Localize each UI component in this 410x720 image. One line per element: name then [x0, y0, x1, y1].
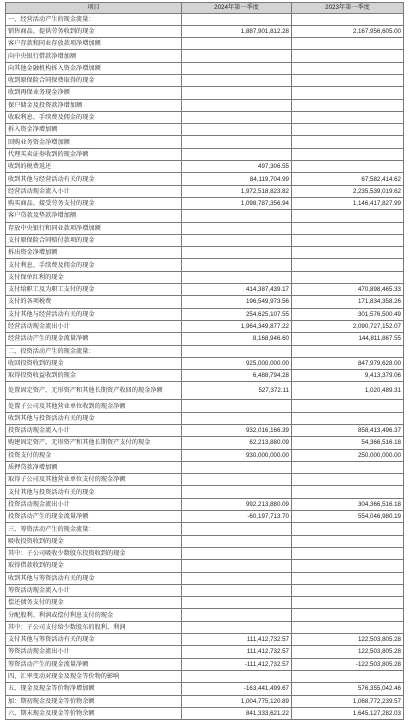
row-label: 其中：子公司支付给少数股东的股利、利润 — [6, 621, 182, 633]
table-row — [6, 259, 404, 271]
table-row — [6, 425, 404, 437]
row-value-current: 497,306.55 — [182, 161, 292, 173]
row-value-current — [182, 547, 292, 559]
row-value-current: 1,964,349,877.22 — [182, 320, 292, 332]
row-label: 支付其他与经营活动有关的现金 — [6, 308, 182, 320]
row-label: 处置固定资产、无形资产和其他长期资产收回的现金净额 — [6, 382, 182, 400]
row-value-prior — [292, 400, 404, 412]
row-label: 保户储金及投资款净增加额 — [6, 99, 182, 111]
row-value-prior — [292, 474, 404, 486]
row-value-prior: 304,366,516.18 — [292, 498, 404, 510]
row-label: 投资活动现金流入小计 — [6, 425, 182, 437]
table-row — [6, 449, 404, 461]
row-label: 取得借款收到的现金 — [6, 560, 182, 572]
row-value-prior — [292, 345, 404, 357]
table-row — [6, 547, 404, 559]
row-value-prior — [292, 621, 404, 633]
table-row — [6, 62, 404, 74]
row-label: 销售商品、提供劳务收到的现金 — [6, 25, 182, 37]
row-value-current — [182, 87, 292, 99]
row-value-current — [182, 38, 292, 50]
row-value-prior: 470,898,465.33 — [292, 284, 404, 296]
row-label: 偿还债务支付的现金 — [6, 597, 182, 609]
row-value-prior — [292, 609, 404, 621]
row-value-current — [182, 609, 292, 621]
row-value-prior — [292, 87, 404, 99]
table-row — [6, 511, 404, 523]
row-value-current: 1,887,901,812.28 — [182, 25, 292, 37]
table-row — [6, 38, 404, 50]
row-label: 一、经营活动产生的现金流量： — [6, 13, 182, 25]
table-row — [6, 357, 404, 369]
table-row — [6, 74, 404, 86]
table-row — [6, 621, 404, 633]
row-label: 六、期末现金及现金等价物余额 — [6, 707, 182, 719]
row-value-prior — [292, 13, 404, 25]
row-value-prior: 301,576,500.49 — [292, 308, 404, 320]
table-row — [6, 437, 404, 449]
row-value-current — [182, 222, 292, 234]
row-value-current — [182, 523, 292, 535]
row-value-current: -111,412,732.57 — [182, 658, 292, 670]
row-label: 向其他金融机构拆入资金净增加额 — [6, 62, 182, 74]
table-body — [6, 13, 404, 720]
row-value-current — [182, 345, 292, 357]
row-value-prior — [292, 234, 404, 246]
row-value-current — [182, 584, 292, 596]
table-row — [6, 370, 404, 382]
row-value-current: 1,004,775,120.89 — [182, 695, 292, 707]
table-row — [6, 13, 404, 25]
row-value-prior — [292, 38, 404, 50]
table-row — [6, 161, 404, 173]
row-label: 三、筹资活动产生的现金流量： — [6, 523, 182, 535]
table-row — [6, 707, 404, 719]
row-value-prior: 554,046,980.19 — [292, 511, 404, 523]
row-value-current: 930,000,000.00 — [182, 449, 292, 461]
table-row — [6, 197, 404, 209]
row-value-prior: 250,000,000.00 — [292, 449, 404, 461]
row-value-prior — [292, 670, 404, 682]
row-label: 支付其他与投资活动有关的现金 — [6, 486, 182, 498]
row-label: 吸收投资收到的现金 — [6, 535, 182, 547]
row-value-current — [182, 50, 292, 62]
table-row — [6, 486, 404, 498]
row-label: 经营活动现金流入小计 — [6, 185, 182, 197]
row-value-current — [182, 597, 292, 609]
row-value-prior — [292, 247, 404, 259]
row-value-current — [182, 271, 292, 283]
table-row — [6, 474, 404, 486]
cash-flow-table — [5, 2, 404, 720]
row-label: 分配股利、利润或偿付利息支付的现金 — [6, 609, 182, 621]
row-label: 代理买卖证券收到的现金净额 — [6, 148, 182, 160]
table-row — [6, 695, 404, 707]
row-value-prior — [292, 50, 404, 62]
row-label: 处置子公司及其他营业单位收到的现金净额 — [6, 400, 182, 412]
table-row — [6, 400, 404, 412]
row-value-prior — [292, 271, 404, 283]
table-row — [6, 136, 404, 148]
row-label: 取得投资收益收到的现金 — [6, 370, 182, 382]
row-label: 客户贷款及垫款净增加额 — [6, 210, 182, 222]
row-label: 支付的各项税费 — [6, 296, 182, 308]
row-value-prior — [292, 547, 404, 559]
row-label: 投资活动现金流出小计 — [6, 498, 182, 510]
row-label: 客户存款和同业存放款项净增加额 — [6, 38, 182, 50]
row-label: 支付其他与筹资活动有关的现金 — [6, 634, 182, 646]
header-row — [6, 3, 404, 14]
row-label: 支付给职工及为职工支付的现金 — [6, 284, 182, 296]
row-value-prior — [292, 222, 404, 234]
row-label: 四、汇率变动对现金及现金等价物的影响 — [6, 670, 182, 682]
row-value-current — [182, 62, 292, 74]
table-row — [6, 222, 404, 234]
row-value-prior: -122,503,805.28 — [292, 658, 404, 670]
row-value-prior — [292, 259, 404, 271]
row-value-current: 414,387,439.17 — [182, 284, 292, 296]
row-value-prior — [292, 412, 404, 424]
row-label: 五、现金及现金等价物净增加额 — [6, 683, 182, 695]
table-row — [6, 584, 404, 596]
row-label: 质押贷款净增加额 — [6, 461, 182, 473]
table-row — [6, 296, 404, 308]
row-label: 收取利息、手续费及佣金的现金 — [6, 111, 182, 123]
table-row — [6, 247, 404, 259]
row-value-current: 62,213,880.09 — [182, 437, 292, 449]
row-value-prior — [292, 597, 404, 609]
row-value-current — [182, 535, 292, 547]
table-row — [6, 111, 404, 123]
table-row — [6, 148, 404, 160]
row-value-prior: 2,235,539,019.62 — [292, 185, 404, 197]
row-label: 回购业务资金净增加额 — [6, 136, 182, 148]
row-value-current — [182, 461, 292, 473]
row-value-prior: 1,020,489.31 — [292, 382, 404, 400]
row-value-prior — [292, 161, 404, 173]
row-value-prior: 2,090,727,152.07 — [292, 320, 404, 332]
row-label: 存放中央银行和同业款项净增加额 — [6, 222, 182, 234]
table-row — [6, 646, 404, 658]
row-value-current — [182, 259, 292, 271]
row-label: 收到原保险合同保费取得的现金 — [6, 74, 182, 86]
row-value-prior: 858,413,496.37 — [292, 425, 404, 437]
table-row — [6, 345, 404, 357]
table-row — [6, 271, 404, 283]
row-value-prior: 9,413,379.06 — [292, 370, 404, 382]
row-value-current — [182, 412, 292, 424]
table-header — [6, 3, 404, 14]
row-value-prior — [292, 210, 404, 222]
row-label: 购买商品、接受劳务支付的现金 — [6, 197, 182, 209]
row-label: 经营活动现金流出小计 — [6, 320, 182, 332]
row-value-current: 196,549,973.56 — [182, 296, 292, 308]
row-value-prior: 67,582,414.62 — [292, 173, 404, 185]
row-label: 收到的税费返还 — [6, 161, 182, 173]
table-row — [6, 412, 404, 424]
table-row — [6, 572, 404, 584]
row-label: 支付利息、手续费及佣金的现金 — [6, 259, 182, 271]
table-row — [6, 498, 404, 510]
row-value-prior: 1,645,127,282.03 — [292, 707, 404, 719]
row-label: 经营活动产生的现金流量净额 — [6, 333, 182, 345]
table-row — [6, 87, 404, 99]
row-value-current: 841,333,621.22 — [182, 707, 292, 719]
row-label: 收到其他与投资活动有关的现金 — [6, 412, 182, 424]
row-value-current: 8,168,946.60 — [182, 333, 292, 345]
row-label: 支付原保险合同赔付款项的现金 — [6, 234, 182, 246]
row-value-prior — [292, 74, 404, 86]
table-row — [6, 320, 404, 332]
row-value-prior: 2,167,956,605.00 — [292, 25, 404, 37]
row-label: 收到其他与筹资活动有关的现金 — [6, 572, 182, 584]
table-row — [6, 25, 404, 37]
row-value-current: 1,098,787,356.94 — [182, 197, 292, 209]
row-label: 购建固定资产、无形资产和其他长期资产支付的现金 — [6, 437, 182, 449]
row-value-prior: 847,979,628.00 — [292, 357, 404, 369]
table-row — [6, 173, 404, 185]
row-value-current — [182, 486, 292, 498]
row-label: 筹资活动现金流出小计 — [6, 646, 182, 658]
row-value-current — [182, 13, 292, 25]
row-label: 收到其他与经营活动有关的现金 — [6, 173, 182, 185]
row-value-current: 527,372.11 — [182, 382, 292, 400]
row-value-current: -163,441,499.67 — [182, 683, 292, 695]
table-row — [6, 284, 404, 296]
row-value-current — [182, 124, 292, 136]
row-label: 向中央银行借款净增加额 — [6, 50, 182, 62]
table-row — [6, 560, 404, 572]
row-value-current: 254,625,107.55 — [182, 308, 292, 320]
row-value-current — [182, 670, 292, 682]
row-value-current — [182, 111, 292, 123]
row-value-current: 111,412,732.57 — [182, 646, 292, 658]
row-value-current — [182, 400, 292, 412]
table-row — [6, 185, 404, 197]
row-label: 加：期初现金及现金等价物余额 — [6, 695, 182, 707]
row-value-current — [182, 99, 292, 111]
row-value-current — [182, 247, 292, 259]
row-value-current: 992,213,880.09 — [182, 498, 292, 510]
row-value-prior: 144,811,867.55 — [292, 333, 404, 345]
header-item: 项目 — [6, 3, 182, 14]
row-label: 收到再保业务现金净额 — [6, 87, 182, 99]
row-value-current — [182, 234, 292, 246]
row-value-prior: 54,366,516.18 — [292, 437, 404, 449]
row-label: 筹资活动产生的现金流量净额 — [6, 658, 182, 670]
row-value-current: 925,000,000.00 — [182, 357, 292, 369]
table-row — [6, 308, 404, 320]
row-value-prior — [292, 124, 404, 136]
row-value-current: -60,197,713.70 — [182, 511, 292, 523]
row-label: 拆出资金净增加额 — [6, 247, 182, 259]
row-value-prior — [292, 461, 404, 473]
table-row — [6, 523, 404, 535]
row-value-current — [182, 210, 292, 222]
table-row — [6, 382, 404, 400]
table-row — [6, 333, 404, 345]
row-label: 二、投资活动产生的现金流量： — [6, 345, 182, 357]
row-value-prior — [292, 111, 404, 123]
row-value-current — [182, 560, 292, 572]
table-row — [6, 234, 404, 246]
row-value-current — [182, 136, 292, 148]
row-value-prior — [292, 535, 404, 547]
header-prior-period: 2023年第一季度 — [292, 3, 404, 14]
row-value-current — [182, 572, 292, 584]
row-label: 投资支付的现金 — [6, 449, 182, 461]
row-value-prior — [292, 136, 404, 148]
table-row — [6, 535, 404, 547]
row-value-prior — [292, 99, 404, 111]
row-value-prior: 1,068,772,239.57 — [292, 695, 404, 707]
table-row — [6, 50, 404, 62]
row-label: 取得子公司及其他营业单位支付的现金净额 — [6, 474, 182, 486]
row-label: 拆入资金净增加额 — [6, 124, 182, 136]
row-value-prior — [292, 486, 404, 498]
table-row — [6, 597, 404, 609]
row-value-current — [182, 74, 292, 86]
table-row — [6, 683, 404, 695]
row-value-current: 111,412,732.57 — [182, 634, 292, 646]
table-row — [6, 210, 404, 222]
header-current-period: 2024年第一季度 — [182, 3, 292, 14]
row-value-prior — [292, 560, 404, 572]
table-row — [6, 124, 404, 136]
table-row — [6, 634, 404, 646]
table-row — [6, 658, 404, 670]
row-value-prior — [292, 572, 404, 584]
row-value-prior: 576,355,042.46 — [292, 683, 404, 695]
row-label: 其中：子公司吸收少数股东投资收到的现金 — [6, 547, 182, 559]
row-value-prior: 122,503,805.28 — [292, 646, 404, 658]
table-row — [6, 99, 404, 111]
row-value-prior: 122,503,805.28 — [292, 634, 404, 646]
row-value-prior: 171,834,358.26 — [292, 296, 404, 308]
table-row — [6, 609, 404, 621]
row-label: 支付保单红利的现金 — [6, 271, 182, 283]
table-row — [6, 461, 404, 473]
row-label: 收回投资收到的现金 — [6, 357, 182, 369]
row-label: 投资活动产生的现金流量净额 — [6, 511, 182, 523]
row-value-prior — [292, 584, 404, 596]
row-value-current: 84,119,704.99 — [182, 173, 292, 185]
row-label: 筹资活动现金流入小计 — [6, 584, 182, 596]
row-value-prior: 1,146,417,827.99 — [292, 197, 404, 209]
row-value-prior — [292, 62, 404, 74]
table-row — [6, 670, 404, 682]
row-value-prior — [292, 148, 404, 160]
row-value-current: 6,488,794.28 — [182, 370, 292, 382]
row-value-current: 932,016,166.39 — [182, 425, 292, 437]
row-value-current — [182, 621, 292, 633]
row-value-current: 1,972,518,823.82 — [182, 185, 292, 197]
row-value-current — [182, 474, 292, 486]
row-value-prior — [292, 523, 404, 535]
row-value-current — [182, 148, 292, 160]
